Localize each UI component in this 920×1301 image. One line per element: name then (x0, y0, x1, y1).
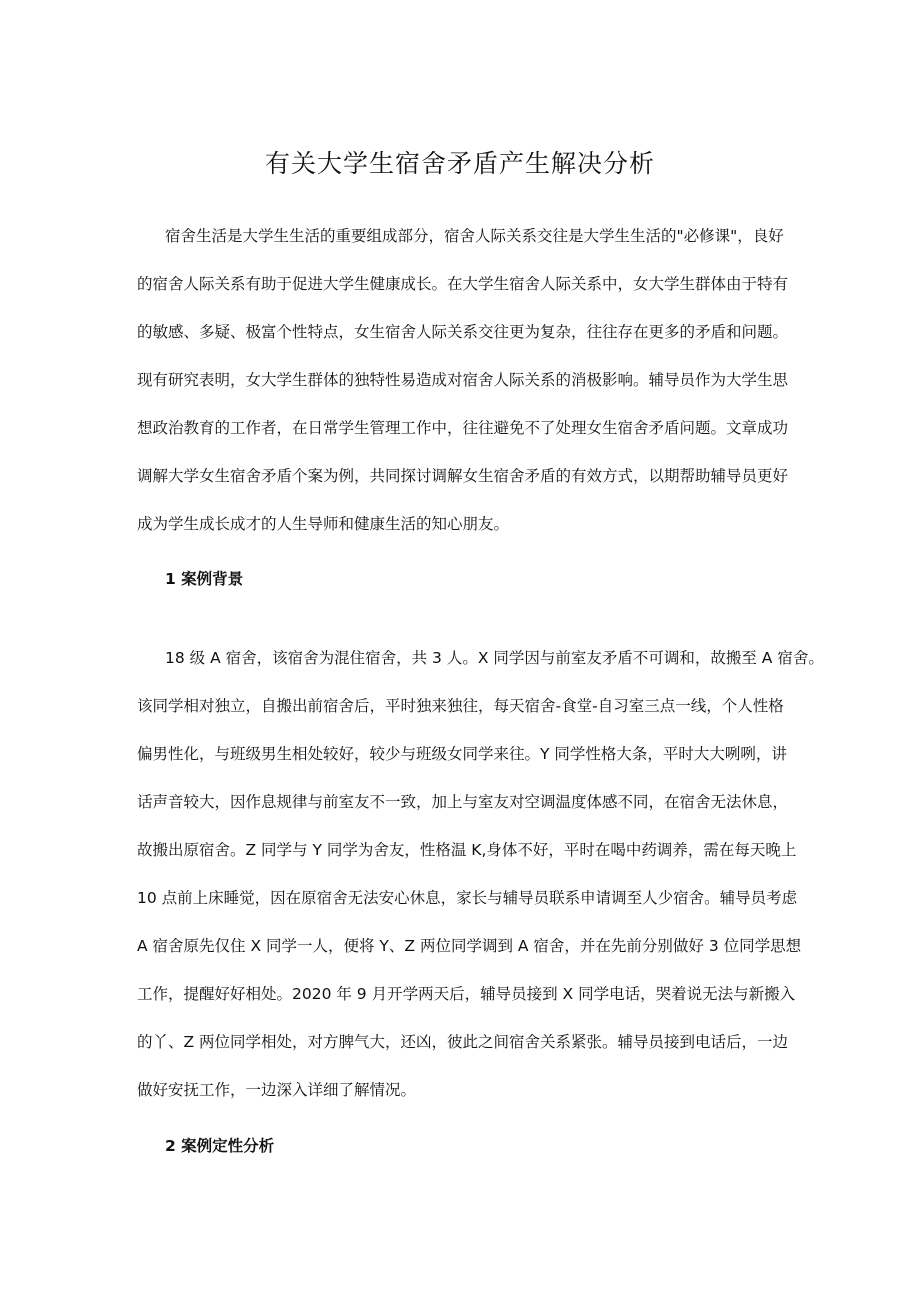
paragraph-line: 18 级 A 宿舍，该宿舍为混住宿舍，共 3 人。X 同学因与前室友矛盾不可调和，故搬至 A 宿舍。 (165, 649, 824, 667)
paragraph-line: 偏男性化，与班级男生相处较好，较少与班级女同学来往。Y 同学性格大条，平时大大咧咧，讲 (137, 745, 787, 763)
paragraph-line: 成为学生成长成才的人生导师和健康生活的知心朋友。 (137, 515, 510, 533)
section-heading-case-analysis: 2 案例定性分析 (165, 1137, 275, 1155)
paragraph-line: 10 点前上床睡觉，因在原宿舍无法安心休息，家长与辅导员联系申请调至人少宿舍。辅导员考虑 (137, 889, 798, 907)
paragraph-line: 调解大学女生宿舍矛盾个案为例，共同探讨调解女生宿舍矛盾的有效方式，以期帮助辅导员更好 (137, 467, 789, 485)
paragraph-line: 做好安抚工作，一边深入详细了解情况。 (137, 1081, 417, 1099)
paragraph-line: 想政治教育的工作者，在日常学生管理工作中，往往避免不了处理女生宿舍矛盾问题。文章成功 (137, 419, 789, 437)
paragraph-line: 话声音较大，因作息规律与前室友不一致，加上与室友对空调温度体感不同，在宿舍无法休息， (137, 793, 789, 811)
paragraph-line: 的宿舍人际关系有助于促进大学生健康成长。在大学生宿舍人际关系中，女大学生群体由于特有 (137, 275, 789, 293)
paragraph-line: A 宿舍原先仅住 X 同学一人，便将 Y、Z 两位同学调到 A 宿舍，并在先前分别做好 3 位同学思想 (137, 937, 802, 955)
paragraph-line: 现有研究表明，女大学生群体的独特性易造成对宿舍人际关系的消极影响。辅导员作为大学生思 (137, 371, 789, 389)
section-heading-case-background: 1 案例背景 (165, 570, 244, 588)
paragraph-line: 故搬出原宿舍。Z 同学与 Y 同学为舍友，性格温 K,身体不好，平时在喝中药调养，需在每天晚上 (137, 841, 797, 859)
document-title: 有关大学生宿舍矛盾产生解决分析 (264, 149, 655, 178)
paragraph-line: 的丫、Z 两位同学相处，对方脾气大，还凶，彼此之间宿舍关系紧张。辅导员接到电话后，一边 (137, 1033, 789, 1051)
paragraph-line: 该同学相对独立，自搬出前宿舍后，平时独来独往，每天宿舍-食堂-自习室三点一线，个人性格 (137, 697, 784, 715)
paragraph-line: 工作，提醒好好相处。2020 年 9 月开学两天后，辅导员接到 X 同学电话，哭着说无法与新搬入 (137, 985, 796, 1003)
paragraph-line: 的敏感、多疑、极富个性特点，女生宿舍人际关系交往更为复杂，往往存在更多的矛盾和问题。 (137, 323, 789, 341)
paragraph-line: 宿舍生活是大学生生活的重要组成部分，宿舍人际关系交往是大学生生活的"必修课"，良好 (165, 227, 784, 245)
